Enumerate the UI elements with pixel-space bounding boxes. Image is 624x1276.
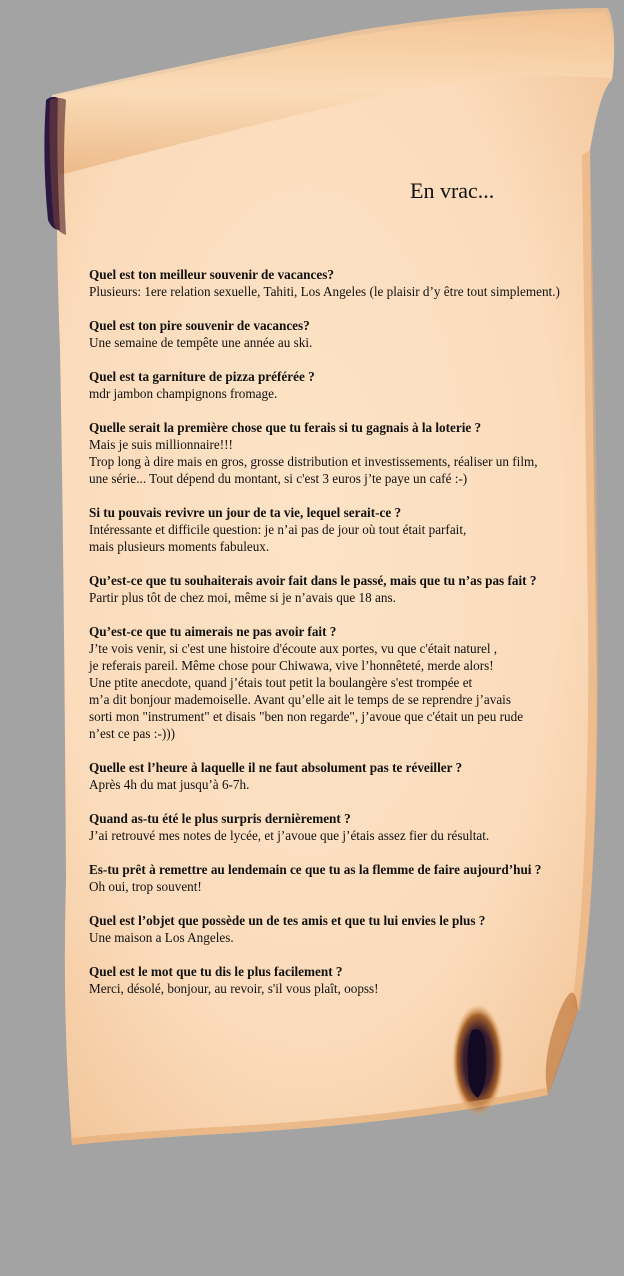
- qa-item: [89, 504, 604, 555]
- answer-text: mdr jambon champignons fromage.: [89, 386, 278, 401]
- answer-text: sorti mon "instrument" et disais "ben non regarde", j’avoue que c'était un peu rude: [89, 709, 524, 724]
- answer-text: Une semaine de tempête une année au ski.: [89, 335, 313, 350]
- qa-item: [89, 623, 604, 742]
- qa-item: [89, 759, 604, 793]
- answer-text: Merci, désolé, bonjour, au revoir, s'il vous plaît, oopss!: [89, 981, 379, 996]
- qa-item: [89, 810, 604, 844]
- qa-item: [89, 572, 604, 606]
- answer-text: n’est ce pas :-))): [89, 726, 176, 741]
- question-text: Qu’est-ce que tu aimerais ne pas avoir fait ?: [89, 624, 337, 639]
- question-text: Qu’est-ce que tu souhaiterais avoir fait dans le passé, mais que tu n’as pas fait ?: [89, 573, 537, 588]
- answer-text: J’ai retrouvé mes notes de lycée, et j’avoue que j’étais assez fier du résultat.: [89, 828, 490, 843]
- answer-text: Une ptite anecdote, quand j’étais tout petit la boulangère s'est trompée et: [89, 675, 473, 690]
- answer-text: une série... Tout dépend du montant, si c'est 3 euros j’te paye un café :-): [89, 471, 468, 486]
- question-text: Quel est le mot que tu dis le plus facilement ?: [89, 964, 343, 979]
- answer-text: Partir plus tôt de chez moi, même si je n’avais que 18 ans.: [89, 590, 396, 605]
- qa-item: [89, 317, 604, 351]
- qa-item: [89, 912, 604, 946]
- answer-text: J’te vois venir, si c'est une histoire d'écoute aux portes, vu que c'était naturel ,: [89, 641, 498, 656]
- qa-item: [89, 963, 604, 997]
- answer-text: Une maison a Los Angeles.: [89, 930, 234, 945]
- answer-text: Mais je suis millionnaire!!!: [89, 437, 233, 452]
- answer-text: mais plusieurs moments fabuleux.: [89, 539, 270, 554]
- answer-text: Trop long à dire mais en gros, grosse distribution et investissements, réaliser un film,: [89, 454, 538, 469]
- answer-text: je referais pareil. Même chose pour Chiwawa, vive l’honnêteté, merde alors!: [89, 658, 494, 673]
- question-text: Quel est ta garniture de pizza préférée ?: [89, 369, 315, 384]
- answer-text: Oh oui, trop souvent!: [89, 879, 202, 894]
- question-text: Quand as-tu été le plus surpris dernièrement ?: [89, 811, 351, 826]
- question-text: Es-tu prêt à remettre au lendemain ce que tu as la flemme de faire aujourd’hui ?: [89, 862, 542, 877]
- question-text: Quel est ton meilleur souvenir de vacances?: [89, 267, 334, 282]
- answer-text: Intéressante et difficile question: je n’ai pas de jour où tout était parfait,: [89, 522, 467, 537]
- answer-text: m’a dit bonjour mademoiselle. Avant qu’elle ait le temps de se reprendre j’avais: [89, 692, 511, 707]
- question-text: Quel est l’objet que possède un de tes amis et que tu lui envies le plus ?: [89, 913, 486, 928]
- question-text: Quelle est l’heure à laquelle il ne faut absolument pas te réveiller ?: [89, 760, 463, 775]
- qa-item: [89, 861, 604, 895]
- qa-item: [89, 266, 604, 300]
- page-title: En vrac...: [410, 178, 495, 203]
- qa-item: [89, 368, 604, 402]
- question-text: Quel est ton pire souvenir de vacances?: [89, 318, 310, 333]
- question-text: Quelle serait la première chose que tu ferais si tu gagnais à la loterie ?: [89, 420, 482, 435]
- qa-list: [89, 266, 604, 1014]
- answer-text: Après 4h du mat jusqu’à 6-7h.: [89, 777, 250, 792]
- answer-text: Plusieurs: 1ere relation sexuelle, Tahiti, Los Angeles (le plaisir d’y être tout simplement.): [89, 284, 560, 299]
- question-text: Si tu pouvais revivre un jour de ta vie, lequel serait-ce ?: [89, 505, 402, 520]
- qa-item: [89, 419, 604, 487]
